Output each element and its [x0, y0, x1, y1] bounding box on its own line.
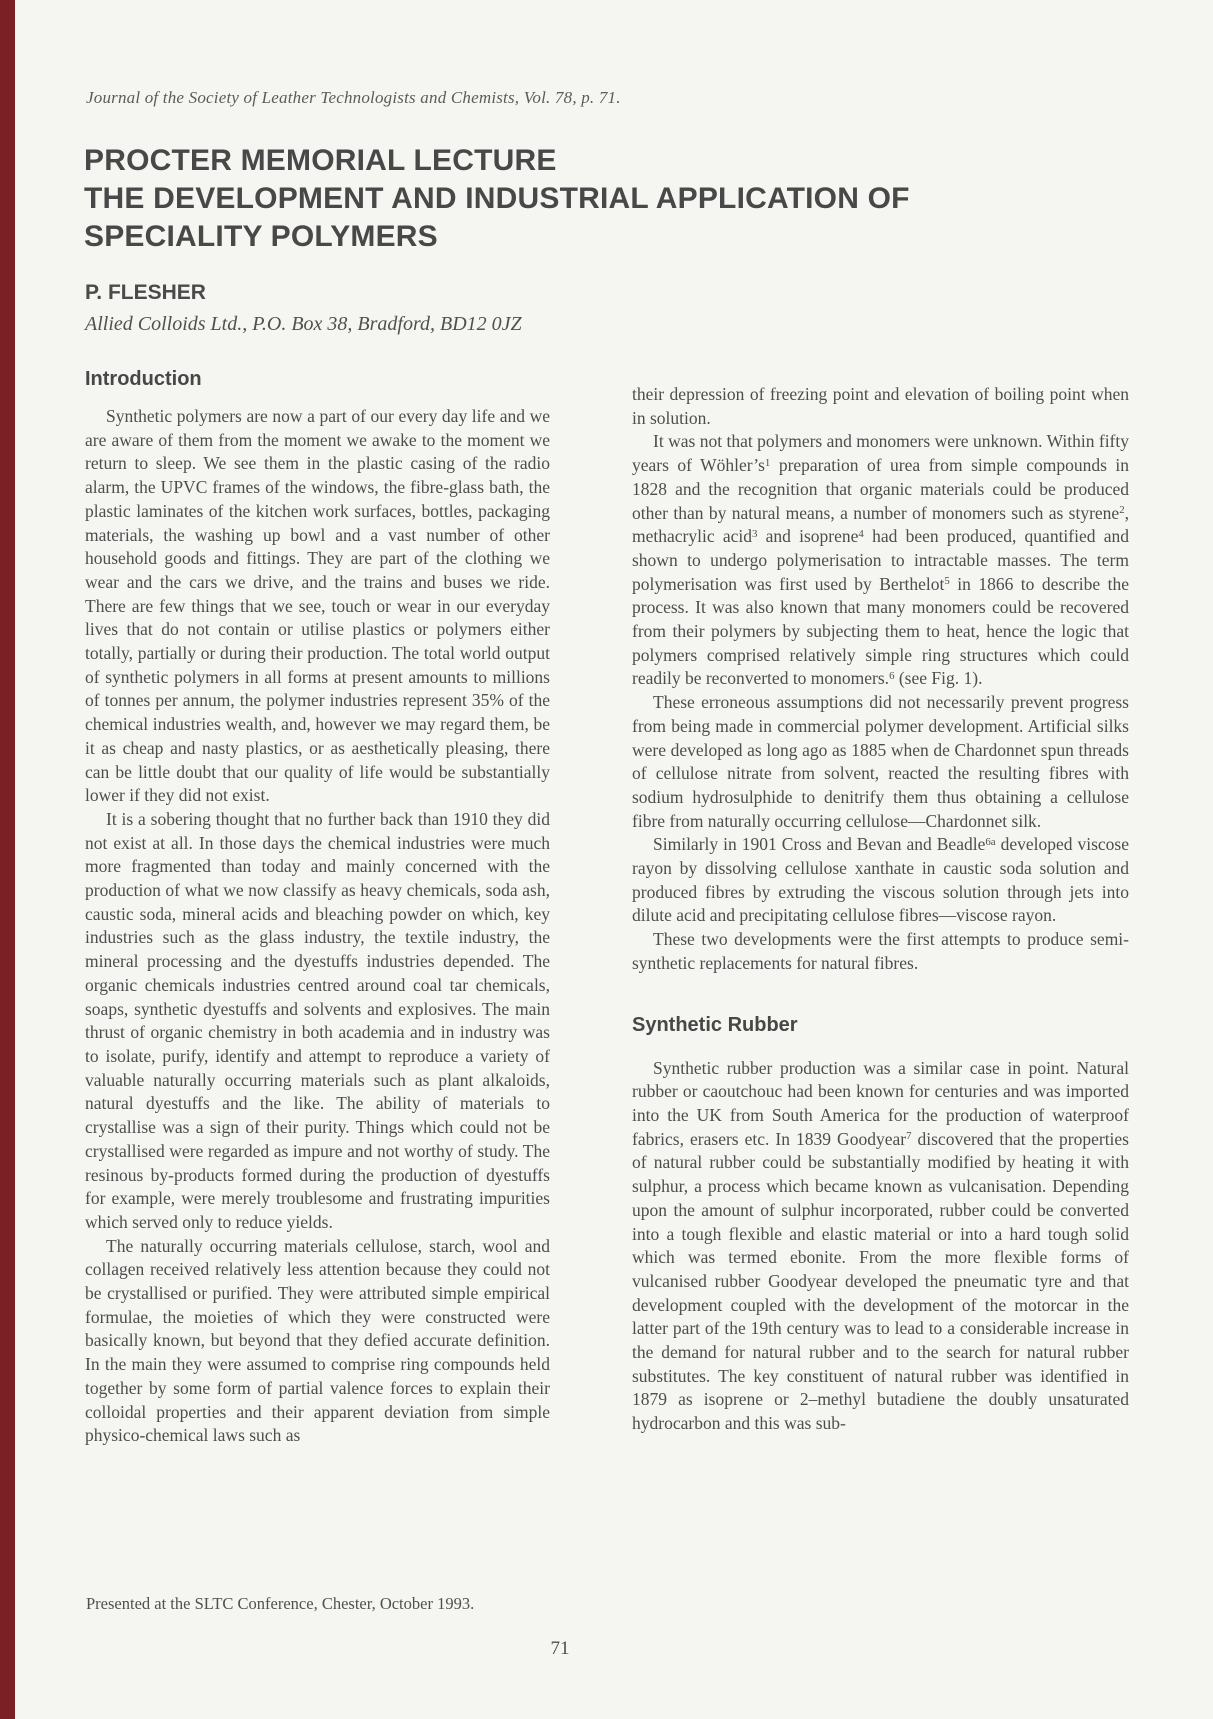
paragraph: Synthetic polymers are now a part of our every day life and we are aware of them from the moment we awake to the moment we return to sleep. We see them in the plastic casing of the radio alarm, the UPVC frames of the windows, the fibre-glass bath, the plastic laminates of the kitchen work surfaces, bottles, packaging materials, the washing up bowl and a vast number of other household goods and fittings. They are part of the clothing we wear and the cars we drive, and the trains and buses we ride. There are few things that we see, touch or wear in our everyday lives that do not contain or utilise plastics or polymers either totally, partially or during their production. The total world output of synthetic polymers in all forms at present amounts to millions of tonnes per annum, the polymer industries represent 35% of the chemical industries wealth, and, however we may regard them, be it as cheap and nasty plastics, or as aesthetically pleasing, there can be little doubt that our quality of life would be substantially lower if they did not exist.: [85, 406, 550, 806]
paragraph: It is a sobering thought that no further back than 1910 they did not exist at all. In those days the chemical industries were much more fragmented than today and mainly concerned with the production of what we now classify as heavy chemicals, soda ash, caustic soda, mineral acids and bleaching powder on which, key industries such as the glass industry, the textile industry, the mineral processing and the dyestuffs industries depended. The organic chemicals industries centred around coal tar chemicals, soaps, synthetic dyestuffs and solvents and explosives. The main thrust of organic chemistry in both academia and in industry was to isolate, purify, identify and attempt to reproduce a variety of valuable naturally occurring materials such as plant alkaloids, natural dyestuffs and the like. The ability of materials to crystallise was a sign of their purity. Things which could not be crystallised were regarded as impure and not worthy of study. The resinous by-products formed during the production of dyestuffs for example, were merely troublesome and frustrating impurities which served only to reduce yields.: [85, 808, 550, 1232]
paragraph: These erroneous assumptions did not necessarily prevent progress from being made in commercial polymer development. Artificial silks were developed as long ago as 1885 when de Chardonnet spun threads of cellulose nitrate from solvent, reacted the resulting fibres with sodium hydrosulphide to denitrify them thus obtaining a cellulose fibre from naturally occurring cellulose—Chardonnet silk.: [632, 692, 1129, 831]
citation-superscript: 2: [1119, 504, 1125, 517]
right-column: [632, 368, 1129, 1448]
scan-edge-strip: [0, 0, 15, 1719]
right-column-top-paragraphs: [632, 383, 1129, 976]
article-title-line-1: PROCTER MEMORIAL LECTURE: [84, 144, 557, 177]
two-column-body: [85, 368, 1129, 1448]
footnote: Presented at the SLTC Conference, Chester, October 1993.: [86, 1594, 475, 1613]
left-column-paragraphs: [85, 405, 550, 1448]
paragraph: Similarly in 1901 Cross and Bevan and Beadle$^{6a}$ developed viscose rayon by dissolving cellulose xanthate in caustic soda solution and produced fibres by extruding the viscous solution through jets into dilute acid and precipitating cellulose fibres—viscose rayon.: [632, 834, 1129, 926]
left-column: [85, 368, 550, 1448]
page-number: 71: [550, 1638, 570, 1659]
citation-superscript: 7: [906, 1130, 912, 1143]
section-heading-synthetic-rubber: Synthetic Rubber: [632, 1013, 798, 1036]
right-column-bottom-paragraphs: [632, 1057, 1129, 1436]
citation-superscript: 5: [944, 575, 950, 588]
citation-superscript: 3: [751, 527, 758, 540]
citation-superscript: 4: [858, 527, 864, 540]
citation-superscript: 6a: [985, 835, 996, 848]
article-title-line-2: THE DEVELOPMENT AND INDUSTRIAL APPLICATION OF: [84, 182, 910, 215]
paragraph: These two developments were the first attempts to produce semi-synthetic replacements for natural fibres.: [632, 929, 1129, 973]
journal-header: Journal of the Society of Leather Technologists and Chemists, Vol. 78, p. 71.: [86, 88, 621, 107]
paragraph: their depression of freezing point and elevation of boiling point when in solution.: [632, 384, 1129, 428]
citation-superscript: 1: [764, 456, 771, 469]
article-title-line-3: SPECIALITY POLYMERS: [84, 220, 438, 253]
paragraph: Synthetic rubber production was a similar case in point. Natural rubber or caoutchouc had been known for centuries and was imported into the UK from South America for the production of waterproof fabrics, erasers etc. In 1839 Goodyear$^7$ discovered that the properties of natural rubber could be substantially modified by heating it with sulphur, a process which became known as vulcanisation. Depending upon the amount of sulphur incorporated, rubber could be converted into a tough flexible and elastic material or into a hard tough solid which was termed ebonite. From the more flexible forms of vulcanised rubber Goodyear developed the pneumatic tyre and that development coupled with the development of the motorcar in the latter part of the 19th century was to lead to a considerable increase in the demand for natural rubber and to the search for natural rubber substitutes. The key constituent of natural rubber was identified in 1879 as isoprene or 2–methyl butadiene the doubly unsaturated hydrocarbon and this was sub-: [632, 1057, 1129, 1434]
author-affiliation: Allied Colloids Ltd., P.O. Box 38, Bradford, BD12 0JZ: [85, 313, 522, 335]
section-heading-introduction: Introduction: [85, 368, 202, 390]
paragraph: The naturally occurring materials cellulose, starch, wool and collagen received relatively less attention because they could not be crystallised or purified. They were attributed simple empirical formulae, the moieties of which they were constructed were basically known, but beyond that they defied accurate definition. In the main they were assumed to comprise ring compounds held together by some form of partial valence forces to explain their colloidal properties and their apparent deviation from simple physico-chemical laws such as: [85, 1235, 550, 1446]
citation-superscript: 6: [889, 670, 895, 683]
paragraph: It was not that polymers and monomers were unknown. Within fifty years of Wöhler’s$^1$ preparation of urea from simple compounds in 1828 and the recognition that organic materials could be produced other than by natural means, a number of monomers such as styrene$^2$, methacrylic acid$^3$ and isoprene$^4$ had been produced, quantified and shown to undergo polymerisation to intractable masses. The term polymerisation was first used by Berthelot$^5$ in 1866 to describe the process. It was also known that many monomers could be recovered from their polymers by subjecting them to heat, hence the logic that polymers comprised relatively simple ring structures which could readily be reconverted to monomers.$^6$ (see Fig. 1).: [632, 431, 1130, 689]
author-name: P. FLESHER: [85, 281, 206, 304]
article-title: [84, 142, 910, 256]
